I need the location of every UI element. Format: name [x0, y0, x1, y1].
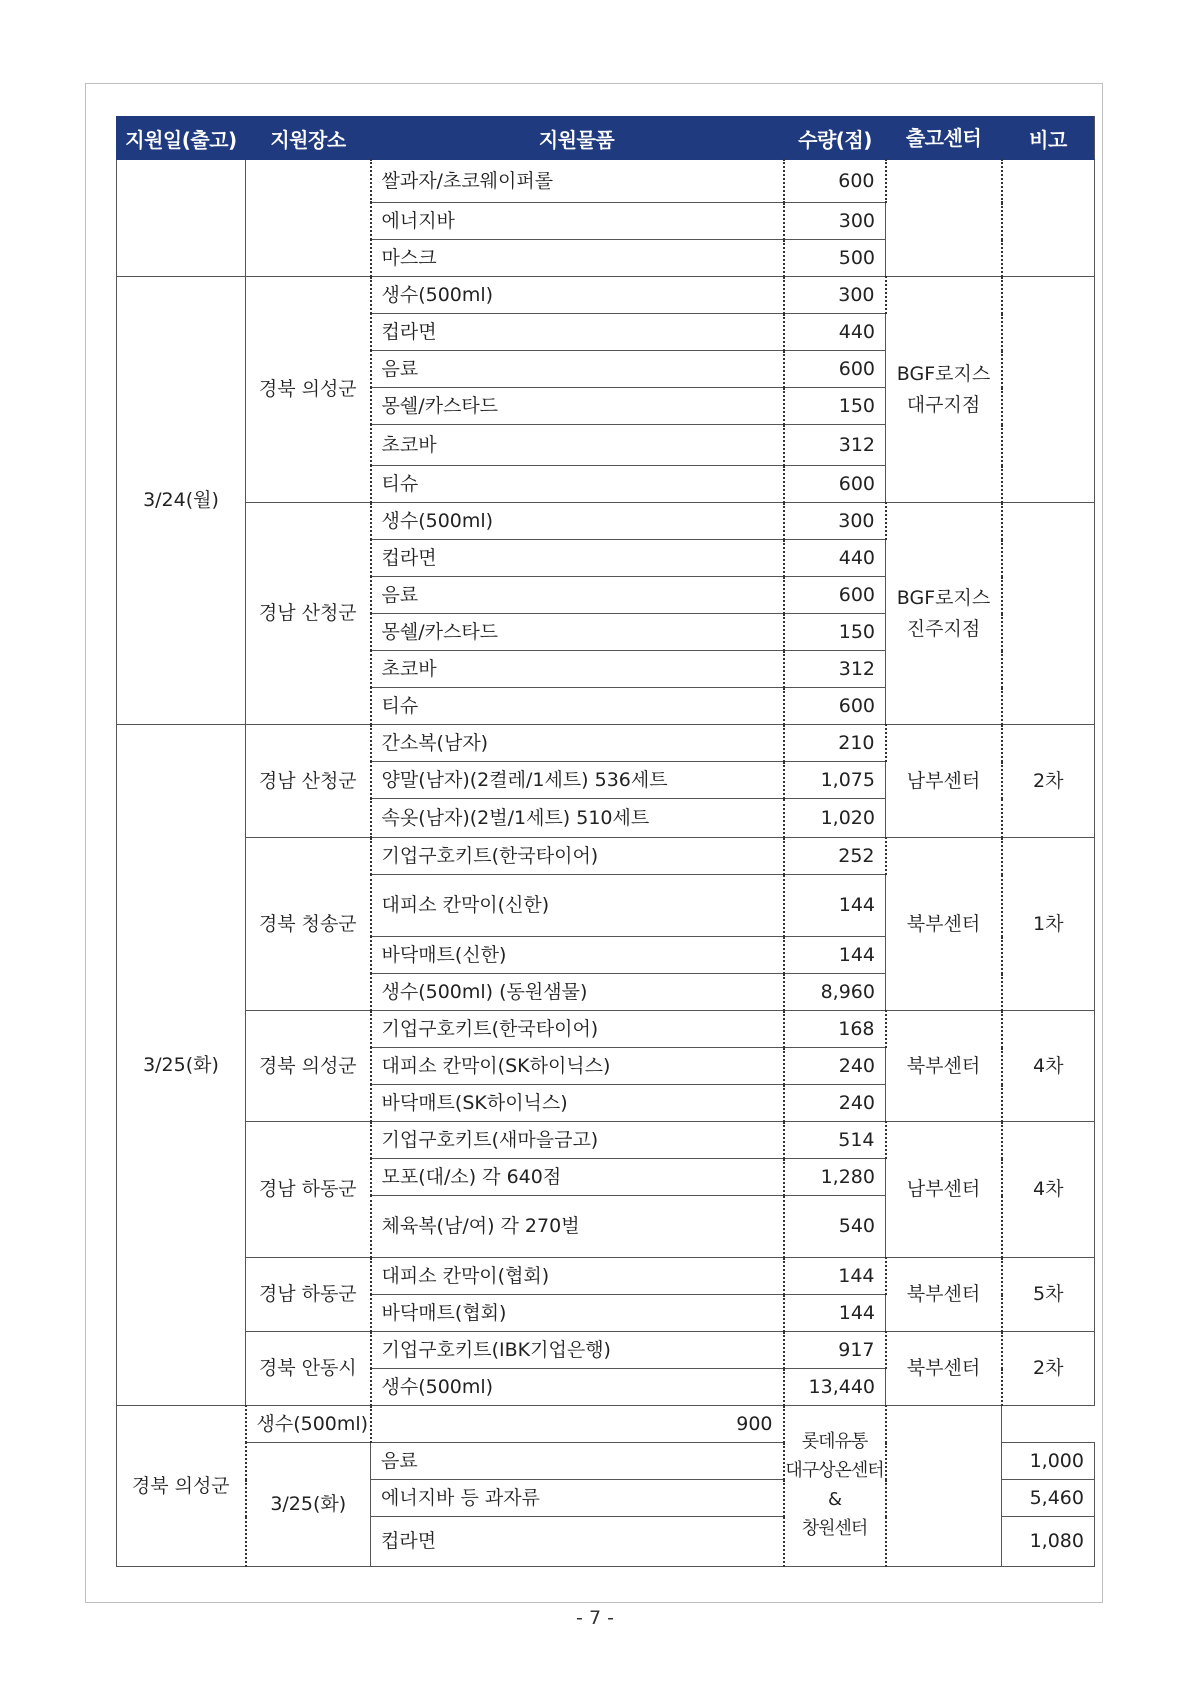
- table-row: [117, 1406, 1095, 1443]
- center-line: 북부센터: [906, 912, 981, 935]
- cell-note: [1002, 160, 1095, 277]
- cell-item: 에너지바 등 과자류: [371, 1480, 784, 1517]
- cell-qty: 300: [784, 203, 886, 240]
- cell-qty: 1,080: [1002, 1517, 1095, 1567]
- header-item: 지원물품: [371, 117, 784, 160]
- cell-date: 3/24(월): [117, 277, 246, 725]
- cell-qty: 1,075: [784, 762, 886, 799]
- cell-qty: 900: [371, 1406, 784, 1443]
- cell-note: 4차: [1002, 1011, 1095, 1122]
- center-line: 남부센터: [906, 769, 981, 792]
- table-row: [117, 160, 1095, 203]
- cell-item: 대피소 칸막이(협회): [371, 1258, 784, 1295]
- cell-qty: 240: [784, 1085, 886, 1122]
- cell-qty: 440: [784, 540, 886, 577]
- header-date: 지원일(출고): [117, 117, 246, 160]
- cell-center: [886, 838, 1002, 1011]
- cell-item: 기업구호키트(한국타이어): [371, 838, 784, 875]
- center-line: 북부센터: [906, 1357, 981, 1380]
- table-row: [117, 725, 1095, 762]
- table-row: [117, 277, 1095, 314]
- table-row: [117, 1122, 1095, 1159]
- cell-note: 2차: [1002, 725, 1095, 838]
- cell-center: [886, 1258, 1002, 1332]
- cell-qty: 514: [784, 1122, 886, 1159]
- cell-item: 기업구호키트(한국타이어): [371, 1011, 784, 1048]
- cell-place: 경남 산청군: [246, 503, 371, 725]
- table-row: [117, 1332, 1095, 1369]
- cell-qty: 144: [784, 875, 886, 937]
- cell-qty: 500: [784, 240, 886, 277]
- cell-item: 바닥매트(협회): [371, 1295, 784, 1332]
- center-line: 롯데유통: [801, 1431, 868, 1453]
- cell-item: 대피소 칸막이(SK하이닉스): [371, 1048, 784, 1085]
- cell-center: [886, 1122, 1002, 1258]
- cell-note: [1002, 503, 1095, 725]
- page-number: - 7 -: [576, 1607, 614, 1629]
- center-line: 남부센터: [906, 1178, 981, 1201]
- cell-place: 경북 의성군: [117, 1406, 246, 1567]
- cell-center: [886, 277, 1002, 503]
- cell-qty: 150: [784, 388, 886, 425]
- cell-qty: 312: [784, 651, 886, 688]
- cell-qty: 8,960: [784, 974, 886, 1011]
- cell-date: [117, 160, 246, 277]
- center-line: BGF로지스: [896, 587, 991, 610]
- cell-item: 모포(대/소) 각 640점: [371, 1159, 784, 1196]
- table-row: [117, 1011, 1095, 1048]
- cell-place: 경북 의성군: [246, 277, 371, 503]
- cell-date: 3/25(화): [117, 725, 246, 1406]
- cell-item: 간소복(남자): [371, 725, 784, 762]
- cell-qty: 600: [784, 577, 886, 614]
- cell-qty: 917: [784, 1332, 886, 1369]
- cell-qty: 300: [784, 277, 886, 314]
- cell-item: 속옷(남자)(2벌/1세트) 510세트: [371, 799, 784, 838]
- header-place: 지원장소: [246, 117, 371, 160]
- cell-place: [246, 160, 371, 277]
- cell-note: 4차: [1002, 1122, 1095, 1258]
- center-line: 대구지점: [906, 393, 981, 416]
- cell-place: 경북 안동시: [246, 1332, 371, 1406]
- cell-qty: 144: [784, 1295, 886, 1332]
- cell-center: [886, 1332, 1002, 1406]
- cell-place: 경남 하동군: [246, 1258, 371, 1332]
- center-line: 북부센터: [906, 1283, 981, 1306]
- center-line: 대구상온센터: [785, 1460, 884, 1482]
- cell-item: 쌀과자/초코웨이퍼롤: [371, 160, 784, 203]
- cell-item: 몽쉘/카스타드: [371, 614, 784, 651]
- cell-item: 컵라면: [371, 314, 784, 351]
- cell-qty: 168: [784, 1011, 886, 1048]
- center-line: 북부센터: [906, 1054, 981, 1077]
- cell-note: 1차: [1002, 838, 1095, 1011]
- cell-item: 티슈: [371, 466, 784, 503]
- cell-note: [1002, 277, 1095, 503]
- cell-item: 음료: [371, 577, 784, 614]
- cell-item: 생수(500ml): [246, 1406, 371, 1443]
- cell-center: [886, 503, 1002, 725]
- cell-qty: 312: [784, 425, 886, 466]
- cell-center: [886, 160, 1002, 277]
- cell-qty: 440: [784, 314, 886, 351]
- table-row: [117, 838, 1095, 875]
- cell-item: 생수(500ml): [371, 277, 784, 314]
- cell-item: 에너지바: [371, 203, 784, 240]
- cell-note: 2차: [1002, 1332, 1095, 1406]
- center-line: BGF로지스: [896, 363, 991, 386]
- cell-note: 5차: [1002, 1258, 1095, 1332]
- cell-item: 음료: [371, 1443, 784, 1480]
- cell-place: 경북 의성군: [246, 1011, 371, 1122]
- cell-date: 3/25(화): [246, 1443, 371, 1567]
- cell-item: 바닥매트(SK하이닉스): [371, 1085, 784, 1122]
- cell-item: 초코바: [371, 425, 784, 466]
- cell-qty: 252: [784, 838, 886, 875]
- cell-item: 생수(500ml): [371, 1369, 784, 1406]
- cell-qty: 600: [784, 466, 886, 503]
- header-qty: 수량(점): [784, 117, 886, 160]
- cell-item: 생수(500ml): [371, 503, 784, 540]
- cell-qty: 240: [784, 1048, 886, 1085]
- cell-qty: 1,000: [1002, 1443, 1095, 1480]
- cell-item: 양말(남자)(2켤레/1세트) 536세트: [371, 762, 784, 799]
- cell-item: 초코바: [371, 651, 784, 688]
- cell-item: 바닥매트(신한): [371, 937, 784, 974]
- table-row: [117, 503, 1095, 540]
- cell-qty: 540: [784, 1196, 886, 1258]
- cell-qty: 144: [784, 937, 886, 974]
- cell-item: 티슈: [371, 688, 784, 725]
- center-line: &: [827, 1489, 842, 1510]
- center-line: 창원센터: [801, 1517, 868, 1539]
- header-note: 비고: [1002, 117, 1095, 160]
- cell-qty: 13,440: [784, 1369, 886, 1406]
- cell-item: 생수(500ml) (동원샘물): [371, 974, 784, 1011]
- cell-place: 경남 하동군: [246, 1122, 371, 1258]
- cell-item: 마스크: [371, 240, 784, 277]
- cell-item: 몽쉘/카스타드: [371, 388, 784, 425]
- supply-table: [116, 116, 1095, 1567]
- header-center: 출고센터: [886, 117, 1002, 160]
- cell-qty: 144: [784, 1258, 886, 1295]
- cell-qty: 1,020: [784, 799, 886, 838]
- cell-item: 음료: [371, 351, 784, 388]
- cell-center: [886, 1011, 1002, 1122]
- cell-qty: 600: [784, 351, 886, 388]
- cell-item: 대피소 칸막이(신한): [371, 875, 784, 937]
- cell-qty: 300: [784, 503, 886, 540]
- cell-qty: 600: [784, 160, 886, 203]
- cell-note: [886, 1406, 1002, 1567]
- cell-item: 체육복(남/여) 각 270벌: [371, 1196, 784, 1258]
- cell-qty: 210: [784, 725, 886, 762]
- cell-item: 컵라면: [371, 540, 784, 577]
- cell-qty: 5,460: [1002, 1480, 1095, 1517]
- cell-item: 기업구호키트(IBK기업은행): [371, 1332, 784, 1369]
- cell-place: 경남 산청군: [246, 725, 371, 838]
- cell-item: 기업구호키트(새마을금고): [371, 1122, 784, 1159]
- cell-center: [784, 1406, 886, 1567]
- cell-center: [886, 725, 1002, 838]
- cell-item: 컵라면: [371, 1517, 784, 1567]
- cell-place: 경북 청송군: [246, 838, 371, 1011]
- table-header-row: [117, 117, 1095, 160]
- cell-qty: 1,280: [784, 1159, 886, 1196]
- center-line: 진주지점: [906, 617, 981, 640]
- cell-qty: 600: [784, 688, 886, 725]
- table-row: [117, 1258, 1095, 1295]
- cell-qty: 150: [784, 614, 886, 651]
